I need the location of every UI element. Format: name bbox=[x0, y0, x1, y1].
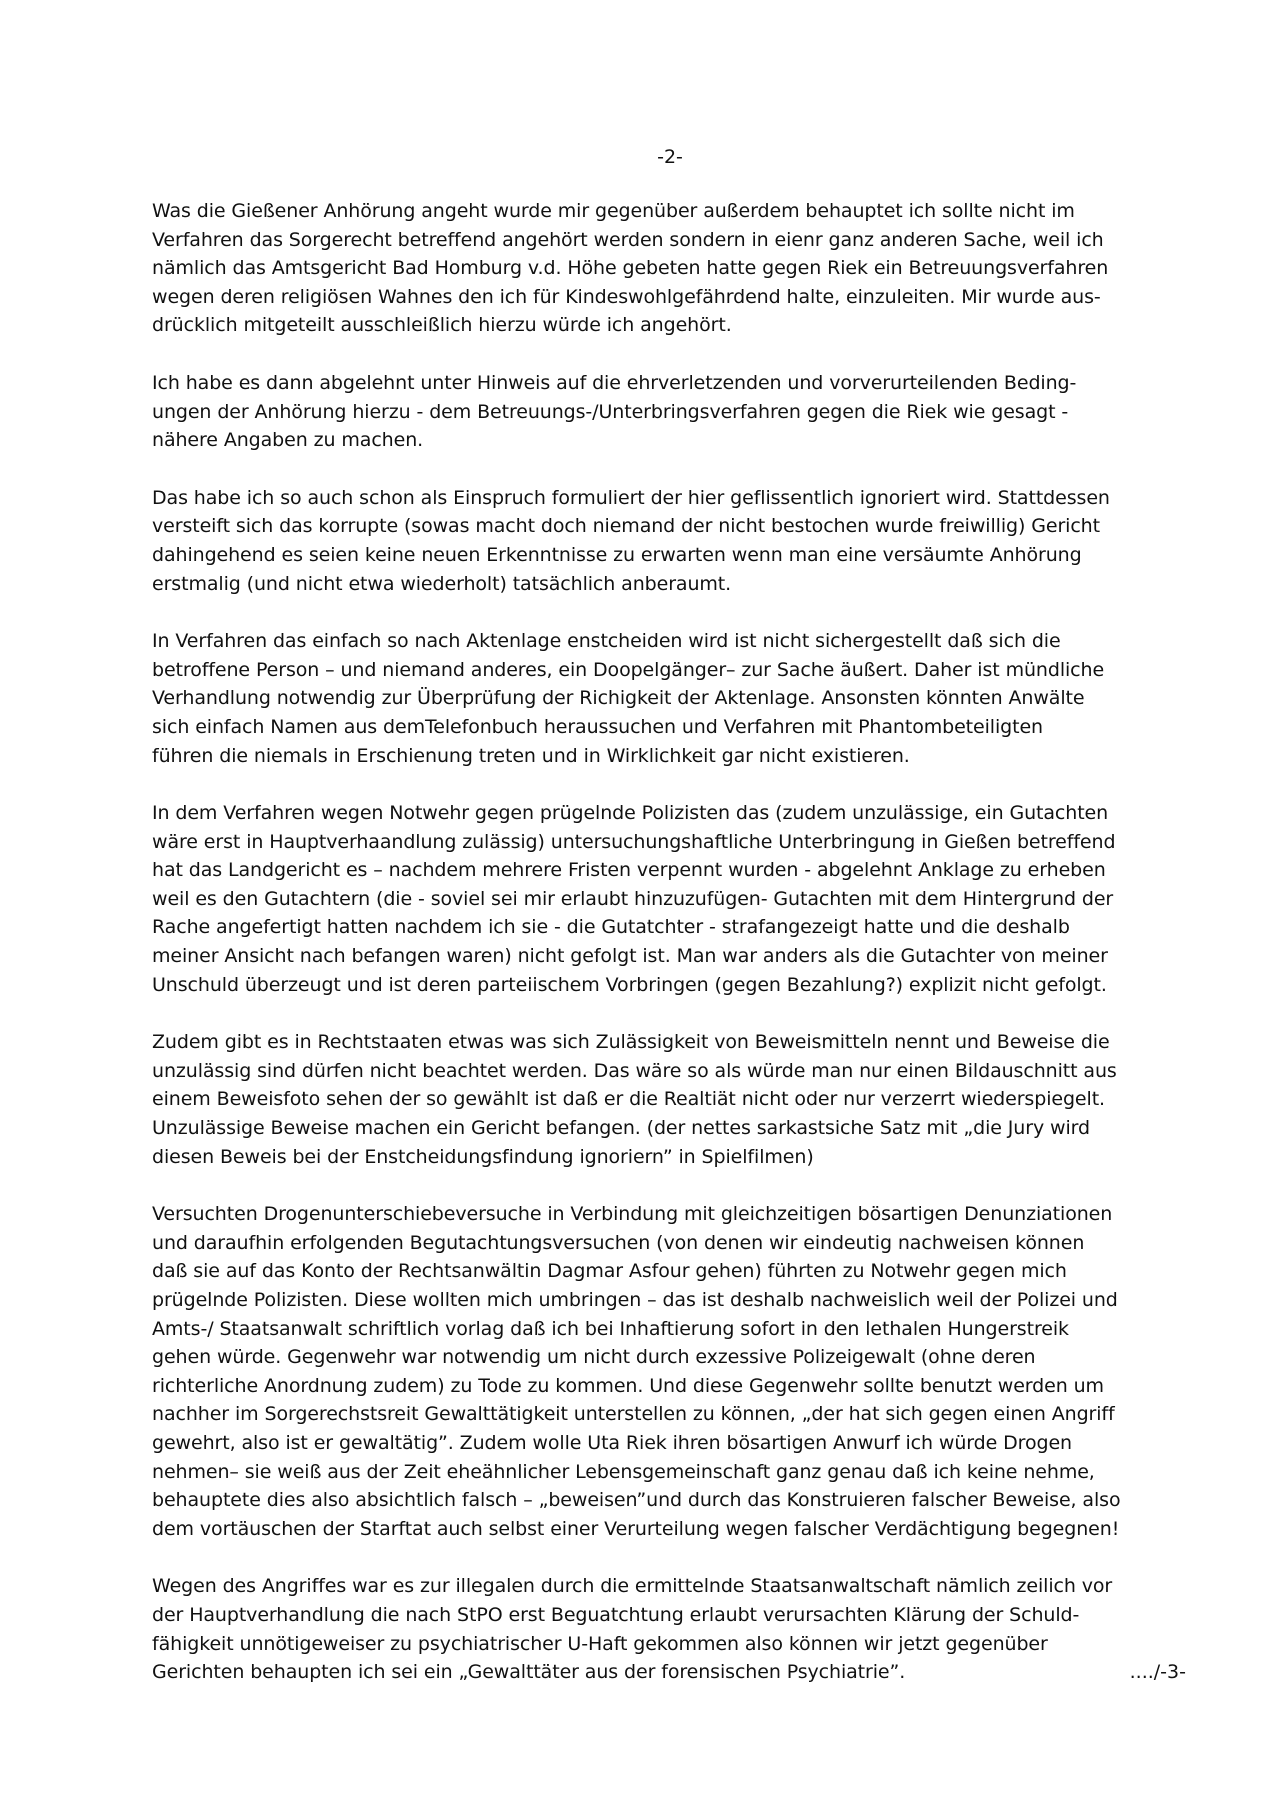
text-line: Amts-/ Staatsanwalt schriftlich vorlag daß ich bei Inhaftierung sofort in den lethalen Hungerstreik bbox=[152, 1317, 1069, 1340]
text-line: Versuchten Drogenunterschiebeversuche in Verbindung mit gleichzeitigen bösartigen Denunziationen bbox=[152, 1203, 1113, 1226]
text-line: drücklich mitgeteilt ausschleißlich hierzu würde ich angehört. bbox=[152, 314, 732, 337]
text-line: gewehrt, also ist er gewaltätig”. Zudem wolle Uta Riek ihren bösartigen Anwurf ich würde Drogen bbox=[152, 1431, 1072, 1454]
text-line: hat das Landgericht es – nachdem mehrere Fristen verpennt wurden - abgelehnt Anklage zu erheben bbox=[152, 859, 1106, 882]
paragraph bbox=[152, 197, 1192, 340]
text-line: der Hauptverhandlung die nach StPO erst Beguatchtung erlaubt verursachten Klärung der Schuld- bbox=[152, 1603, 1080, 1626]
text-line: behauptete dies also absichtlich falsch – „beweisen”und durch das Konstruieren falscher Beweise, also bbox=[152, 1489, 1121, 1512]
text-line: daß sie auf das Konto der Rechtsanwältin Dagmar Asfour gehen) führten zu Notwehr gegen mich bbox=[152, 1260, 1067, 1283]
text-line: wäre erst in Hauptverhaandlung zulässig) untersuchungshaftliche Unterbringung in Gießen betreffend bbox=[152, 830, 1116, 853]
text-line: Was die Gießener Anhörung angeht wurde mir gegenüber außerdem behauptet ich sollte nicht im bbox=[152, 200, 1075, 222]
text-line: nehmen– sie weiß aus der Zeit eheähnlicher Lebensgemeinschaft ganz genau daß ich keine nehme, bbox=[152, 1460, 1095, 1483]
text-line: wegen deren religiösen Wahnes den ich für Kindeswohlgefährdend halte, einzuleiten. Mir wurde aus- bbox=[152, 285, 1101, 308]
text-line: Unschuld überzeugt und ist deren parteiischem Vorbringen (gegen Bezahlung?) explizit nicht gefolgt. bbox=[152, 973, 1107, 996]
text-line: nachher im Sorgerechstsreit Gewalttätigkeit unterstellen zu können, „der hat sich gegen einen Angriff bbox=[152, 1403, 1115, 1426]
paragraph bbox=[152, 369, 1192, 455]
text-line: Unzulässige Beweise machen ein Gericht befangen. (der nettes sarkastsiche Satz mit „die Jury wird bbox=[152, 1117, 1090, 1140]
text-line: und daraufhin erfolgenden Begutachtungsversuchen (von denen wir eindeutig nachweisen können bbox=[152, 1231, 1085, 1254]
document-body bbox=[152, 197, 1192, 1716]
text-line: Das habe ich so auch schon als Einspruch formuliert der hier geflissentlich ignoriert wird. Stattdessen bbox=[152, 486, 1110, 509]
text-line: prügelnde Polizisten. Diese wollten mich umbringen – das ist deshalb nachweislich weil der Polizei und bbox=[152, 1289, 1118, 1311]
text-line: betroffene Person – und niemand anderes, ein Doopelgänger– zur Sache äußert. Daher ist mündliche bbox=[152, 658, 1105, 681]
text-line: weil es den Gutachtern (die - soviel sei mir erlaubt hinzuzufügen- Gutachten mit dem Hintergrund der bbox=[152, 887, 1114, 910]
text-line: führen die niemals in Erschienung treten und in Wirklichkeit gar nicht existieren. bbox=[152, 744, 910, 767]
text-line: gehen würde. Gegenwehr war notwendig um nicht durch exzessive Polizeigewalt (ohne deren bbox=[152, 1346, 1036, 1369]
text-line: Ich habe es dann abgelehnt unter Hinweis auf die ehrverletzenden und vorverurteilenden Beding- bbox=[152, 371, 1077, 394]
text-line: Verfahren das Sorgerecht betreffend angehört werden sondern in eienr ganz anderen Sache, weil ich bbox=[152, 228, 1104, 251]
paragraph bbox=[152, 1028, 1192, 1171]
text-line: sich einfach Namen aus demTelefonbuch heraussuchen und Verfahren mit Phantombeteiligten bbox=[152, 715, 1043, 738]
paragraph bbox=[152, 1200, 1192, 1543]
paragraph bbox=[152, 799, 1192, 999]
continuation-mark: ..../-3- bbox=[1129, 1661, 1186, 1683]
text-line: In Verfahren das einfach so nach Aktenlage enstcheiden wird ist nicht sichergestellt daß sich die bbox=[152, 630, 1061, 653]
text-line: dahingehend es seien keine neuen Erkenntnisse zu erwarten wenn man eine versäumte Anhörung bbox=[152, 543, 1082, 566]
text-line: richterliche Anordnung zudem) zu Tode zu kommen. Und diese Gegenwehr sollte benutzt werden um bbox=[152, 1374, 1104, 1397]
text-line: Zudem gibt es in Rechtstaaten etwas was sich Zulässigkeit von Beweismitteln nennt und Beweise die bbox=[152, 1031, 1110, 1054]
paragraph bbox=[152, 484, 1192, 598]
text-line: meiner Ansicht nach befangen waren) nicht gefolgt ist. Man war anders als die Gutachter von meiner bbox=[152, 945, 1108, 968]
text-line: ungen der Anhörung hierzu - dem Betreuungs-/Unterbringsverfahren gegen die Riek wie gesagt - bbox=[152, 400, 1069, 423]
text-line: nämlich das Amtsgericht Bad Homburg v.d. Höhe gebeten hatte gegen Riek ein Betreuungsverfahren bbox=[152, 257, 1109, 280]
paragraph bbox=[152, 1572, 1192, 1686]
text-line: dem vortäuschen der Starftat auch selbst einer Verurteilung wegen falscher Verdächtigung begegnen! bbox=[152, 1517, 1120, 1540]
text-line: fähigkeit unnötigeweiser zu psychiatrischer U-Haft gekommen also können wir jetzt gegenüber bbox=[152, 1632, 1048, 1655]
text-line: erstmalig (und nicht etwa wiederholt) tatsächlich anberaumt. bbox=[152, 572, 732, 595]
page-number: -2- bbox=[657, 146, 683, 168]
text-line: Verhandlung notwendig zur Überprüfung der Richigkeit der Aktenlage. Ansonsten könnten Anwälte bbox=[152, 687, 1085, 710]
text-line: unzulässig sind dürfen nicht beachtet werden. Das wäre so als würde man nur einen Bildauschnitt aus bbox=[152, 1059, 1117, 1082]
text-line: versteift sich das korrupte (sowas macht doch niemand der nicht bestochen wurde freiwillig) Gericht bbox=[152, 515, 1100, 538]
text-line: Wegen des Angriffes war es zur illegalen durch die ermittelnde Staatsanwaltschaft nämlich zeilich vor bbox=[152, 1575, 1113, 1598]
text-line: Rache angefertigt hatten nachdem ich sie - die Gutatchter - strafangezeigt hatte und die deshalb bbox=[152, 916, 1070, 939]
text-line: einem Beweisfoto sehen der so gewählt ist daß er die Realtiät nicht oder nur verzerrt wiederspiegelt. bbox=[152, 1088, 1105, 1111]
text-line: In dem Verfahren wegen Notwehr gegen prügelnde Polizisten das (zudem unzulässige, ein Gutachten bbox=[152, 802, 1109, 825]
text-line: diesen Beweis bei der Enstcheidungsfindung ignoriern” in Spielfilmen) bbox=[152, 1145, 814, 1168]
text-line: nähere Angaben zu machen. bbox=[152, 429, 424, 452]
text-line: Gerichten behaupten ich sei ein „Gewalttäter aus der forensischen Psychiatrie”. bbox=[152, 1661, 906, 1684]
paragraph bbox=[152, 627, 1192, 770]
